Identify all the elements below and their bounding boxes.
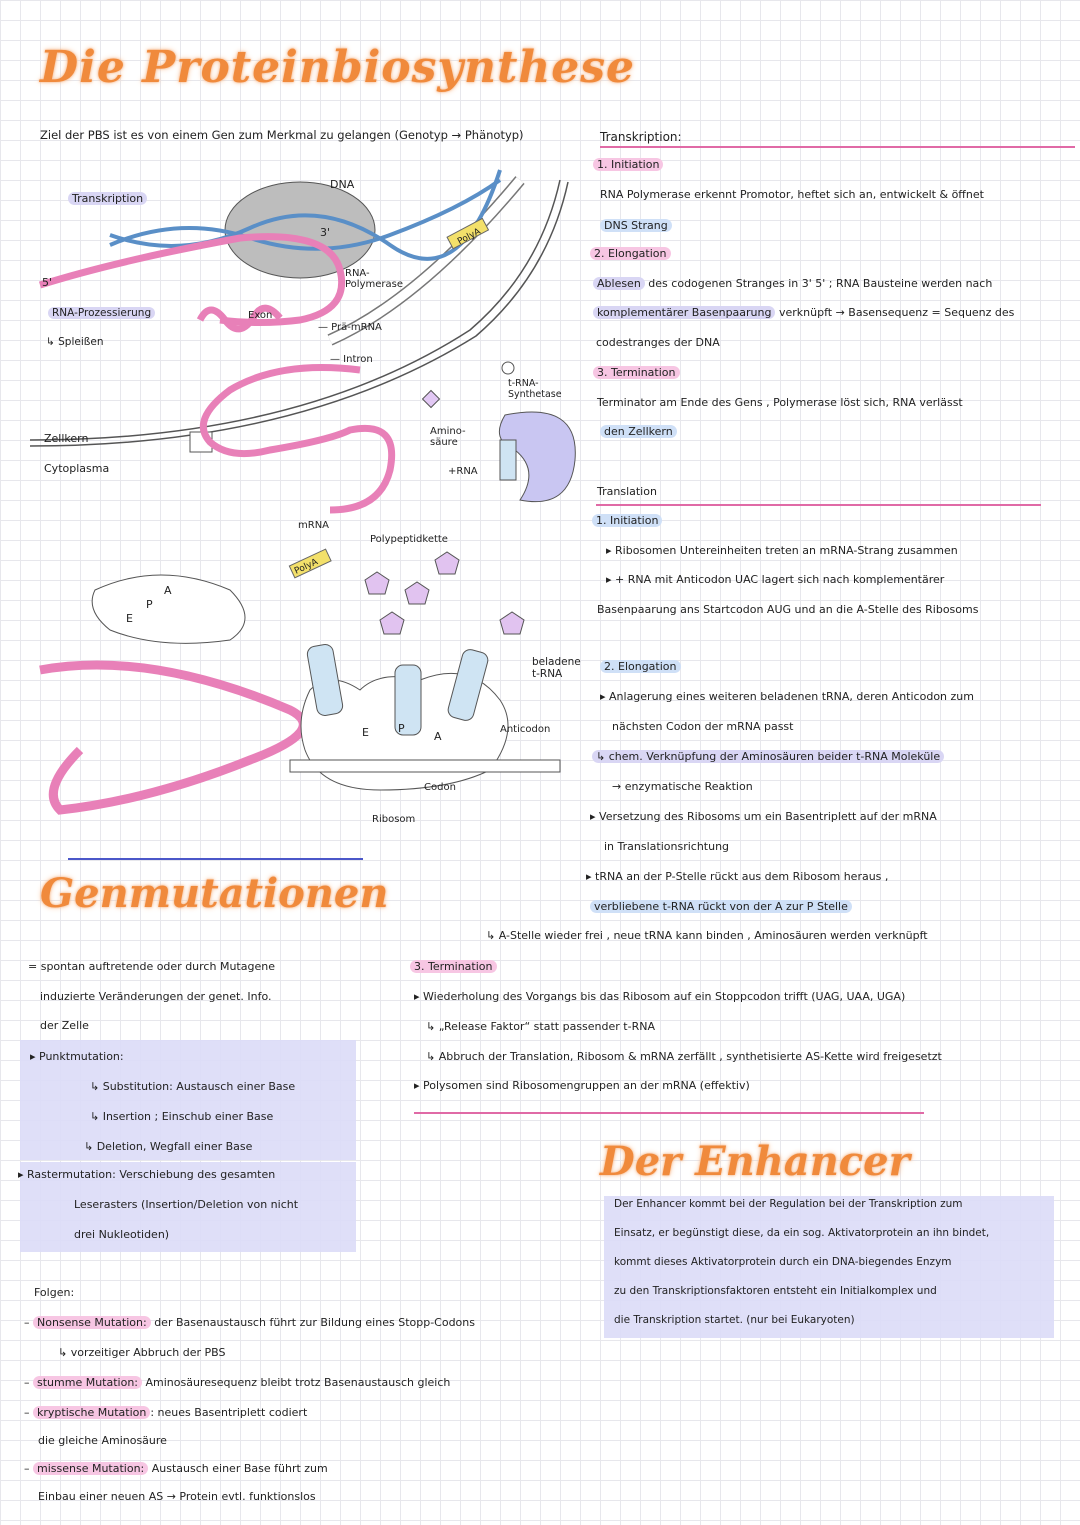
substitution-text: ↳ Substitution: Austausch einer Base [90,1080,296,1093]
rastermutation-c: drei Nukleotiden) [74,1228,170,1241]
label-aminosaeure: Amino- säure [430,426,466,448]
mrna-bottom-strand [40,665,303,810]
rastermutation-b: Leserasters (Insertion/Deletion von nicht [74,1198,299,1211]
label-trna: +RNA [448,466,478,477]
translation-step-3: 3. Termination [410,960,497,973]
label-ribosome-p: P [398,722,405,735]
label-zellkern: Zellkern [44,432,89,445]
translation-step-2-c: ↳ chem. Verknüpfung der Aminosäuren beider t-RNA Moleküle [592,750,944,763]
transkription-underline [600,146,1075,148]
amino-acid-4 [365,572,389,594]
label-polya-bottom: PolyA [293,557,320,577]
translation-step-3-a: ▸ Wiederholung des Vorgangs bis das Ribosom auf ein Stoppcodon trifft (UAG, UAA, UGA) [414,990,906,1003]
nonsense-sub: ↳ vorzeitiger Abbruch der PBS [58,1346,226,1359]
kryptische-text: – kryptische Mutation : neues Basentriplett codiert [24,1406,308,1419]
stumme-text: – stumme Mutation: Aminosäuresequenz bleibt trotz Basenaustausch gleich [24,1376,451,1389]
translation-step-3-d: ▸ Polysomen sind Ribosomengruppen an der mRNA (effektiv) [414,1079,750,1092]
label-transkription: Transkription [68,192,147,205]
enhancer-line-5: die Transkription startet. (nur bei Eukaryoten) [614,1314,855,1326]
translation-step-2-d: → enzymatische Reaktion [612,780,753,793]
label-anticodon: Anticodon [500,724,551,735]
translation-step-1-a: ▸ Ribosomen Untereinheiten treten an mRNA-Strang zusammen [606,544,958,557]
label-prae-mrna: — Prä-mRNA [318,322,382,333]
translation-end-line [414,1112,924,1114]
nonsense-text: – Nonsense Mutation: der Basenaustausch führt zur Bildung eines Stopp-Codons [24,1316,475,1329]
transkription-header: Transkription: [600,130,682,144]
label-cytoplasma: Cytoplasma [44,462,110,475]
label-beladene-trna: beladene t-RNA [532,656,581,680]
enhancer-line-4: zu den Transkriptionsfaktoren entsteht ein Initialkomplex und [614,1285,937,1297]
transkription-step-2-text-a: Ablesen des codogenen Stranges in 3' 5' ; RNA Bausteine werden nach [593,277,992,290]
transkription-step-1-text-b: DNS Strang [600,219,672,232]
translation-step-2-e: ▸ Versetzung des Ribosoms um ein Basentriplett auf der mRNA [590,810,937,823]
label-ribosome-e: E [362,726,369,739]
label-ribosome-e-left: E [126,612,133,625]
genmutationen-title: Genmutationen [40,870,389,917]
section-divider [68,858,363,860]
translation-step-3-c: ↳ Abbruch der Translation, Ribosom & mRNA zerfällt , synthetisierte AS-Kette wird freigesetzt [426,1050,942,1063]
enhancer-line-2: Einsatz, er begünstigt diese, da ein sog. Aktivatorprotein an ihn bindet, [614,1227,990,1239]
punktmutation-label: ▸ Punktmutation: [30,1050,124,1063]
label-mrna: mRNA [298,520,330,531]
amino-acid-5 [500,612,524,634]
label-polya-top: PolyA [456,226,483,248]
label-codon: Codon [424,782,456,793]
ribosome-mrna-strand [290,760,560,772]
label-polypeptidkette: Polypeptidkette [370,534,448,545]
rastermutation-a: ▸ Rastermutation: Verschiebung des gesamten [18,1168,276,1181]
translation-step-2-g: ▸ tRNA an der P-Stelle rückt aus dem Ribosom heraus , [586,870,889,883]
enhancer-line-1: Der Enhancer kommt bei der Regulation bei der Transkription zum [614,1198,963,1210]
deletion-text: ↳ Deletion, Wegfall einer Base [84,1140,253,1153]
label-rna-polymerase: RNA- Polymerase [345,268,403,290]
insertion-text: ↳ Insertion ; Einschub einer Base [90,1110,274,1123]
missense-text: – missense Mutation: Austausch einer Base führt zum [24,1462,328,1475]
transkription-step-2-text-b: komplementärer Basenpaarung verknüpft → Basensequenz = Sequenz des [593,306,1014,319]
genmutationen-def-b: induzierte Veränderungen der genet. Info. [40,990,272,1003]
label-ribosome-a: A [434,730,442,743]
page-title: Die Proteinbiosynthese [40,42,636,93]
translation-step-2-a: ▸ Anlagerung eines weiteren beladenen tRNA, deren Anticodon zum [600,690,974,703]
translation-step-2-i: ↳ A-Stelle wieder frei , neue tRNA kann binden , Aminosäuren werden verknüpft [486,929,928,942]
missense-b: Einbau einer neuen AS → Protein evtl. funktionslos [38,1490,316,1503]
transkription-step-1: 1. Initiation [593,158,663,171]
translation-step-2-h: verbliebene t-RNA rückt von der A zur P Stelle [590,900,852,913]
transkription-step-3-text-a: Terminator am Ende des Gens , Polymerase löst sich, RNA verlässt [597,396,963,409]
intro-text: Ziel der PBS ist es von einem Gen zum Merkmal zu gelangen (Genotyp → Phänotyp) [40,128,524,142]
amino-acid-3 [435,552,459,574]
translation-header: Translation [597,485,657,498]
label-trna-synthetase: t-RNA- Synthetase [508,378,562,400]
amino-acid-2 [405,582,429,604]
translation-underline [596,504,1041,506]
translation-step-2-f: in Translationsrichtung [604,840,730,853]
label-ribosome-p-left: P [146,598,153,611]
label-ribosome-a-left: A [164,584,172,597]
enhancer-line-3: kommt dieses Aktivatorprotein durch ein DNA-biegendes Enzym [614,1256,952,1268]
transkription-step-3: 3. Termination [593,366,680,379]
label-3-prime: 3' [320,226,331,239]
folgen-label: Folgen: [34,1286,75,1299]
translation-step-1: 1. Initiation [592,514,662,527]
genmutationen-def-c: der Zelle [40,1019,89,1032]
label-5-prime: 5' [42,276,53,289]
kryptische-b: die gleiche Aminosäure [38,1434,167,1447]
transkription-step-3-text-b: den Zellkern [600,425,677,438]
translation-step-1-c: Basenpaarung ans Startcodon AUG und an die A-Stelle des Ribosoms [597,603,979,616]
translation-step-1-b: ▸ + RNA mit Anticodon UAC lagert sich nach komplementärer [606,573,945,586]
label-dna: DNA [330,178,355,191]
label-rna-prozessierung: RNA-Prozessierung [48,307,155,319]
label-exon: Exon [248,310,273,321]
translation-step-2-b: nächsten Codon der mRNA passt [612,720,794,733]
protein-biosynthesis-diagram [0,150,600,850]
amino-acid-1 [380,612,404,634]
translation-step-3-b: ↳ „Release Faktor“ statt passender t-RNA [426,1020,655,1033]
label-intron: — Intron [330,354,373,365]
transkription-step-2: 2. Elongation [590,247,671,260]
translation-step-2: 2. Elongation [600,660,681,673]
genmutationen-def-a: = spontan auftretende oder durch Mutagene [28,960,275,973]
label-ribosom: Ribosom [372,814,416,825]
transkription-step-2-text-c: codestranges der DNA [596,336,720,349]
enhancer-title: Der Enhancer [600,1138,910,1185]
transkription-step-1-text-a: RNA Polymerase erkennt Promotor, heftet sich an, entwickelt & öffnet [600,188,984,201]
mrna-strand [203,368,391,511]
label-spleissen: ↳ Spleißen [46,336,104,348]
